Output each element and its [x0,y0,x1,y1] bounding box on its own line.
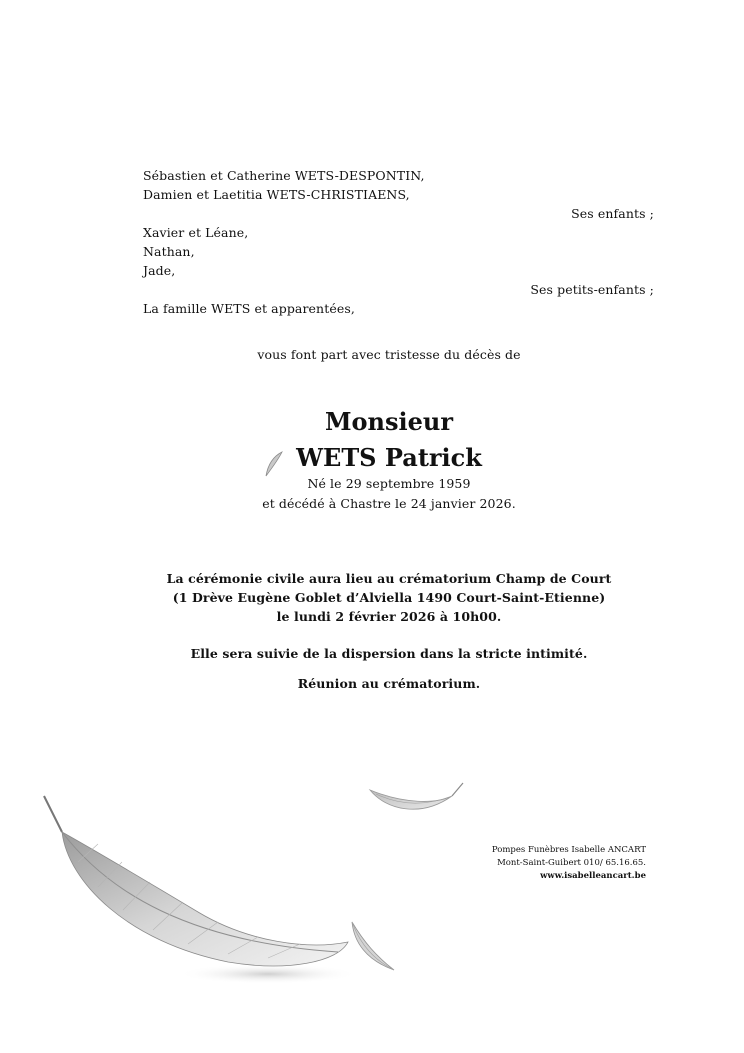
family-line: La famille WETS et apparentées, [143,301,355,316]
grandchild-line-3: Jade, [143,263,176,278]
funeral-home-address: Mont-Saint-Guibert 010/ 65.16.65. [497,858,646,868]
funeral-home-name: Pompes Funèbres Isabelle ANCART [491,845,646,855]
ceremony-line-2: (1 Drève Eugène Goblet d’Alviella 1490 Court-Saint-Etienne) [172,590,606,605]
grandchildren-role: Ses petits-enfants ; [530,282,654,297]
funeral-home-website: www.isabelleancart.be [540,871,646,881]
reunion-line: Réunion au crématorium. [297,676,481,691]
child-line-1: Sébastien et Catherine WETS-DESPONTIN, [143,168,425,183]
ceremony-line-3: le lundi 2 février 2026 à 10h00. [276,609,502,624]
death-line: et décédé à Chastre le 24 janvier 2026. [262,496,516,511]
deceased-honorific: Monsieur [324,407,453,436]
feather-small-bottom-icon [346,920,402,976]
dispersion-line: Elle sera suivie de la dispersion dans la stricte intimité. [190,646,588,661]
grandchild-line-2: Nathan, [143,244,195,259]
grandchild-line-1: Xavier et Léane, [143,225,249,240]
feather-large-icon [38,792,368,992]
feather-small-top-icon [366,780,466,820]
birth-line: Né le 29 septembre 1959 [307,476,471,491]
children-role: Ses enfants ; [571,206,654,221]
child-line-2: Damien et Laetitia WETS-CHRISTIAENS, [143,187,410,202]
deceased-name: WETS Patrick [296,443,482,472]
ceremony-line-1: La cérémonie civile aura lieu au crématorium Champ de Court [166,571,612,586]
announcement-text: vous font part avec tristesse du décès de [257,347,521,362]
feather-tiny-icon [262,450,286,480]
